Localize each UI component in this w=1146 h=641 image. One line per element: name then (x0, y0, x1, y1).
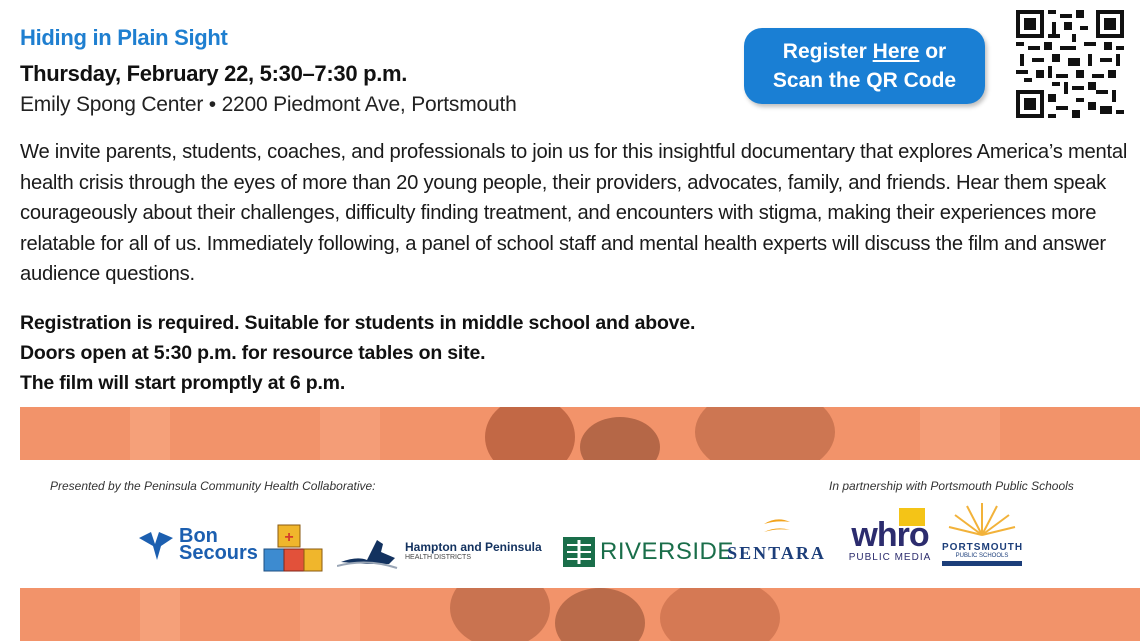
bon-secours-line-2: Secours (179, 542, 258, 564)
event-title: Hiding in Plain Sight (20, 25, 228, 50)
hampton-name: Hampton and Peninsula (405, 539, 542, 554)
sentara-logo (719, 516, 834, 564)
sentara-name: SENTARA (727, 543, 826, 563)
portsmouth-logo (942, 501, 1022, 566)
portsmouth-banner (942, 561, 1022, 566)
credit-partnership: In partnership with Portsmouth Public Schools (829, 479, 1074, 493)
virginia-map-icon (337, 530, 399, 570)
bon-secours-line-1: Bon (179, 525, 218, 547)
event-location: Emily Spong Center • 2200 Piedmont Ave, Portsmouth (20, 93, 517, 116)
note-doors: Doors open at 5:30 p.m. for resource tables on site. (20, 342, 486, 364)
bon-secours-cross-icon (137, 528, 177, 562)
register-prefix: Register (782, 40, 873, 63)
note-registration: Registration is required. Suitable for students in middle school and above. (20, 312, 696, 334)
register-line-1 (744, 37, 985, 66)
portsmouth-subtitle: PUBLIC SCHOOLS (955, 553, 1009, 559)
register-button[interactable] (744, 28, 985, 104)
hampton-logo (337, 530, 542, 570)
register-here-link[interactable]: Here (872, 40, 920, 63)
riverside-name: RIVERSIDE (600, 538, 734, 565)
qr-code-icon[interactable] (1016, 10, 1124, 118)
event-description: We invite parents, students, coaches, and professionals to join us for this insightful documentary that explores America’s mental health crisis through the eyes of more than 20 young people, their providers, advocates, family, and friends. Hear them speak courageously about their challenges, difficulty finding treatment, and encounters with stigma, making their experiences more relatable for all of us. Immediately following, a panel of school staff and mental health experts will discuss the film and answer audience questions. (20, 141, 1128, 286)
sentara-swoosh-icon (760, 516, 794, 538)
event-notes (20, 308, 695, 398)
whro-subtitle: PUBLIC MEDIA (848, 552, 932, 563)
riverside-emblem-icon (563, 537, 595, 567)
note-film-start: The film will start promptly at 6 p.m. (20, 372, 346, 394)
photo-band-bottom (20, 588, 1140, 641)
whro-name: whro (851, 516, 929, 554)
whro-logo (845, 506, 935, 563)
portsmouth-sunrise-icon (947, 501, 1017, 537)
event-date: Thursday, February 22, 5:30–7:30 p.m. (20, 61, 408, 86)
bon-secours-logo (137, 525, 258, 564)
register-line-2: Scan the QR Code (772, 69, 957, 92)
hampton-subtitle: HEALTH DISTRICTS (405, 553, 471, 561)
chkd-blocks-logo (262, 523, 324, 575)
register-suffix: or (919, 40, 947, 63)
photo-band-top (20, 407, 1140, 460)
credit-presented-by: Presented by the Peninsula Community Health Collaborative: (50, 479, 376, 493)
riverside-logo (563, 537, 734, 567)
svg-text:+: + (284, 529, 294, 546)
portsmouth-name: PORTSMOUTH (942, 542, 1024, 553)
